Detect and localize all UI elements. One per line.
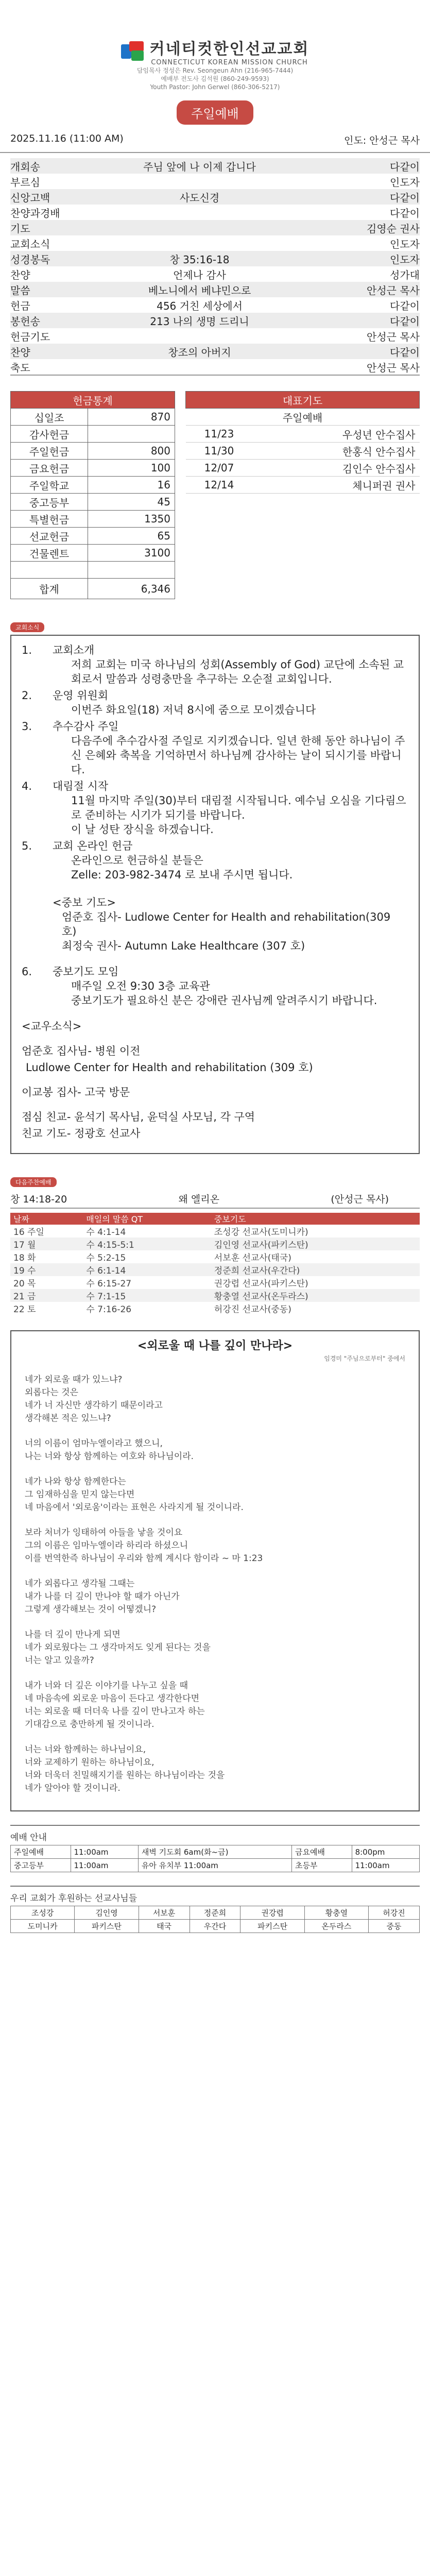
offering-value: 3100 [88,545,175,562]
qt-prayer: 권강렵 선교사(파키스탄) [214,1279,308,1289]
poem-stanza [25,1680,405,1731]
offering-total-row [11,579,175,599]
order-row [10,266,420,282]
order-row [10,282,420,297]
offering-total-label: 합계 [11,579,88,599]
poem-stanza [25,1437,405,1463]
notice-line: 온라인으로 헌금하실 분들은 [71,854,203,867]
order-row [10,174,420,189]
prayer-table [185,391,420,494]
poem-line: 그 임재하심을 믿지 않는다면 [25,1489,135,1500]
notice-line: 매주일 오전 9:30 3층 교육관 [71,980,210,992]
missionary-cell: 파키스탄 [75,1920,139,1933]
poem-line: 네가 너 자신만 생각하기 때문이라고 [25,1400,163,1411]
qt-header-prayer: 중보기도 [211,1213,420,1225]
poem-line: 내가 너와 더 깊은 이야기를 나누고 싶을 때 [25,1681,188,1691]
offering-label: 특별헌금 [11,511,88,528]
prayer-date: 11/23 [186,426,253,443]
order-person: 인도자 [390,176,420,189]
poem-line: 외롭다는 것은 [25,1387,78,1398]
order-item: 말씀 [10,284,30,297]
address-line-3: Youth Pastor: John Gerwel (860-306-5217) [150,83,280,91]
notice-item [22,719,408,777]
poem-line: 네 마음에서 '외로움'이라는 표현은 사라지게 될 것이니라. [25,1502,244,1513]
member-news-line: 점심 친교- 윤석기 목사님, 윤덕실 사모님, 각 구역 [22,1111,255,1123]
notice-number: 4. [22,780,32,792]
worship-cell: 금요예배 [292,1845,352,1859]
order-content: 주님 앞에 나 이제 갑니다 [143,160,256,173]
notice-line: 11월 마지막 주일(30)부터 대림절 시작됩니다. 예수님 오심을 기다림으로 준비하는 시기가 되기를 바랍니다. [71,794,406,821]
order-item: 신앙고백 [10,191,50,204]
notice-number: 5. [22,840,32,852]
offering-label: 주일학교 [11,477,88,494]
church-name: 커네티컷한인선교교회 [149,40,309,58]
notice-number: 3. [22,720,32,733]
poem-line: 네가 외로웠다는 그 생각마저도 잊게 된다는 것을 [25,1642,211,1653]
order-person: 다같이 [390,160,420,173]
qt-prayer: 황충열 선교사(온두라스) [211,1289,420,1302]
order-item: 개회송 [10,160,40,173]
poem-line: 내가 나를 더 깊이 만나야 할 때가 아닌가 [25,1591,180,1602]
missionary-cell: 태국 [139,1920,190,1933]
order-person: 인도자 [390,253,420,266]
notice-title: 추수감사 주일 [53,720,119,733]
logo-row [0,36,430,66]
member-news-line: 이교봉 집사- 고국 방문 [22,1086,130,1098]
qt-verse: 수 7:1-15 [83,1289,211,1302]
worship-cell: 11:00am [71,1859,138,1872]
notice-title: 운영 위원회 [53,689,109,702]
address-line-2: 예배부 전도사 김석원 (860-249-9593) [161,75,269,82]
poem-line: 나는 너와 항상 함께하는 여호와 하나님이라. [25,1451,194,1462]
order-row [10,344,420,359]
missionary-cell: 황충열 [304,1906,368,1920]
church-header [0,0,430,125]
offering-row [11,409,175,426]
poem-line: 기대감으로 충만하게 될 것이니라. [25,1719,154,1730]
order-row [10,251,420,266]
qt-verse: 수 7:16-26 [86,1304,132,1315]
worship-row [11,1845,420,1859]
poem-line: 그렇게 생각해보는 것이 어떻겠니? [25,1604,157,1615]
order-content: 언제나 감사 [173,268,226,281]
prayer-row [186,426,420,443]
next-week-preacher: (안성근 목사) [331,1194,389,1205]
notice-number: 2. [22,689,32,702]
order-person: 안성근 목사 [367,361,420,374]
order-content: 사도신경 [179,191,220,204]
address-line-1: 담임목사 정성은 Rev. Seongeun Ahn (216-965-7444) [136,67,294,74]
poem-stanza [25,1476,405,1514]
poem-line: 너는 알고 있을까? [25,1655,94,1666]
missionary-row [11,1906,420,1920]
worship-cell: 유아 유치부 11:00am [138,1859,291,1872]
poem-line: 보라 처녀가 잉태하여 아들을 낳을 것이요 [25,1528,183,1538]
missionary-cell: 권강렵 [240,1906,304,1920]
service-date: 2025.11.16 (11:00 AM) [10,133,124,144]
missionary-cell: 온두라스 [304,1920,368,1933]
poem-line: 너는 외로울 때 더더욱 나를 깊이 만나고자 하는 [25,1706,205,1717]
qt-date: 16 주일 [13,1227,44,1238]
member-news [22,1019,408,1141]
qt-row [10,1238,420,1250]
offering-label: 건물렌트 [11,545,88,562]
order-content: 베노니에서 베냐민으로 [148,284,251,297]
offering-label: 금요헌금 [11,460,88,477]
missionaries-table [10,1906,420,1933]
order-row [10,158,420,174]
missionary-cell: 파키스탄 [240,1920,304,1933]
qt-verse: 수 6:1-14 [83,1263,211,1276]
offering-header: 헌금통계 [11,392,175,409]
offering-value [88,562,175,579]
notice-item [22,964,408,1008]
worship-cell: 11:00am [352,1859,419,1872]
notice-item [22,839,408,882]
member-news-line: Ludlowe Center for Health and rehabilitation (309 호) [26,1061,313,1074]
notice-item [22,779,408,837]
notice-line: 저희 교회는 미국 하나님의 성회(Assembly of God) 교단에 소속된 교회로서 말씀과 성령충만을 추구하는 오순절 교회입니다. [71,658,404,685]
order-person: 다같이 [390,346,420,359]
notice-body [53,839,408,882]
order-row [10,313,420,328]
qt-date: 17 월 [10,1238,83,1250]
worship-cell: 11:00am [71,1845,138,1859]
offering-label: 주일헌금 [11,443,88,460]
notice-title: 중보기도 모임 [53,965,119,978]
poem-line: 네가 나와 항상 함께한다는 [25,1477,126,1487]
order-content: 213 나의 생명 드리니 [150,315,249,328]
worship-schedule-table [10,1845,420,1872]
next-week-title: 왜 엘리온 [178,1194,219,1205]
order-item: 교회소식 [10,238,50,250]
qt-verse: 수 5:2-15 [86,1253,126,1263]
devotional-poem [10,1330,420,1811]
notice-line: 이번주 화요일(18) 저녁 8시에 줌으로 모이겠습니다 [71,704,316,716]
poem-title: <외로울 때 나를 깊이 만나라> [137,1340,293,1352]
worship-row [11,1859,420,1872]
offering-row [11,511,175,528]
worship-schedule-label: 예배 안내 [10,1825,420,1843]
order-person: 다같이 [390,299,420,312]
qt-table [10,1213,420,1315]
order-content: 456 거친 세상에서 [157,299,243,312]
poem-line: 너와 교제하기 원하는 하나님이요, [25,1757,154,1768]
next-week-tag: 다음주찬예배 [10,1177,57,1187]
notice-title: 교회소개 [53,644,95,656]
notice-line: Zelle: 203-982-3474 로 보내 주시면 됩니다. [71,869,293,881]
intercession-line: 엄준호 집사- Ludlowe Center for Health and rehabilitation(309 호) [62,911,391,938]
offering-value: 100 [88,460,175,477]
qt-row [10,1225,420,1238]
stats-section [0,376,430,599]
order-person: 성가대 [390,268,420,281]
order-person: 안성근 목사 [367,330,420,343]
poem-line: 너는 너와 함께하는 하나님이요, [25,1744,146,1755]
notice-item [22,643,408,686]
worship-cell: 주일예배 [11,1845,71,1859]
notice-line: 이 날 성탄 장식을 하겠습니다. [71,823,214,836]
order-row [10,359,420,375]
prayer-name: 한홍식 안수집사 [253,443,420,460]
qt-date: 22 토 [13,1304,36,1315]
order-of-service [0,153,430,375]
poem-stanza [25,1743,405,1795]
prayer-date: 12/07 [186,460,253,477]
missionaries-label: 우리 교회가 후원하는 선교사님들 [10,1886,420,1904]
order-content: 창조의 아버지 [168,346,231,359]
poem-stanza [25,1578,405,1616]
missionary-cell: 서보훈 [139,1906,190,1920]
missionary-cell: 조성강 [11,1906,75,1920]
order-person: 인도자 [390,238,420,250]
worship-cell: 8:00pm [352,1845,419,1859]
member-news-line: 엄준호 집사님- 병원 이전 [22,1045,141,1057]
notice-number: 1. [22,644,32,656]
next-week-verse: 창 14:18-20 [10,1194,67,1205]
member-news-title: <교우소식> [22,1020,82,1032]
order-person: 안성근 목사 [367,284,420,297]
offering-label: 감사헌금 [11,426,88,443]
order-row [10,205,420,220]
order-item: 기도 [10,222,30,235]
qt-date: 19 수 [10,1263,83,1276]
qt-header-verse: 매일의 말씀 QT [83,1213,211,1225]
offering-value [88,426,175,443]
offering-label: 선교헌금 [11,528,88,545]
poem-stanza [25,1629,405,1667]
order-item: 축도 [10,361,30,374]
offering-row [11,460,175,477]
order-row [10,220,420,235]
missionary-cell: 정준희 [190,1906,240,1920]
offering-row [11,562,175,579]
missionary-cell: 중동 [369,1920,420,1933]
offering-label [11,562,88,579]
offering-row [11,426,175,443]
offering-row [11,443,175,460]
prayer-row [186,460,420,477]
qt-date: 20 목 [13,1279,36,1289]
notice-line: 중보기도가 필요하신 분은 강애란 권사님께 알려주시기 바랍니다. [71,994,377,1007]
notice-number: 6. [22,965,32,978]
order-content: 창 35:16-18 [169,253,230,266]
qt-prayer: 서보훈 선교사(태국) [214,1253,291,1263]
worship-cell: 중고등부 [11,1859,71,1872]
offering-table [10,391,175,599]
offering-value: 45 [88,494,175,511]
qt-row [10,1250,420,1263]
order-person: 다같이 [390,191,420,204]
order-item: 봉헌송 [10,315,40,328]
notice-title: 교회 온라인 헌금 [53,840,133,852]
qt-row [10,1263,420,1276]
church-logo-icon [121,41,145,62]
service-info [0,125,430,153]
notice-body [53,643,408,686]
order-row [10,328,420,344]
offering-total-value: 6,346 [88,579,175,599]
member-news-line: 친교 기도- 정광호 선교사 [22,1127,141,1140]
prayer-first: 주일예배 [186,409,420,426]
missionary-cell: 김인영 [75,1906,139,1920]
worship-cell: 초등부 [292,1859,352,1872]
poem-line: 이를 번역한즉 하나님이 우리와 함께 계시다 함이라 ~ 마 1:23 [25,1553,263,1564]
sunday-service-button[interactable]: 주일예배 [177,100,253,125]
order-item: 헌금 [10,299,30,312]
prayer-date: 11/30 [186,443,253,460]
notice-line: 다음주에 추수감사절 주일로 지키겠습니다. 일년 한해 동안 하나님이 주신 은혜와 축복을 기억하면서 하나님께 감사하는 날이 되시기를 바랍니다. [71,735,405,776]
prayer-name: 김인수 안수집사 [253,460,420,477]
offering-row [11,477,175,494]
order-item: 부르심 [10,176,40,189]
notice-body [53,719,408,777]
intercession-line: 최정숙 권사- Autumn Lake Healthcare (307 호) [62,940,305,952]
offering-value: 870 [88,409,175,426]
prayer-name: 체니퍼권 권사 [253,477,420,494]
order-person: 다같이 [390,207,420,219]
offering-label: 중고등부 [11,494,88,511]
church-english-name: CONNECTICUT KOREAN MISSION CHURCH [151,59,308,66]
poem-line: 생각해본 적은 있느냐? [25,1413,111,1423]
next-week-sermon [10,1190,420,1209]
poem-line: 그의 이름은 임마누엘이라 하리라 하셨으니 [25,1540,188,1551]
qt-prayer: 조성강 선교사(도미니카) [214,1227,308,1238]
missionary-cell: 허강진 [369,1906,420,1920]
order-row [10,297,420,313]
notice-body [53,688,408,717]
qt-date: 21 금 [10,1289,83,1302]
order-item: 찬양 [10,268,30,281]
order-row [10,189,420,205]
offering-value: 16 [88,477,175,494]
offering-label: 십일조 [11,409,88,426]
prayer-header: 대표기도 [186,392,420,409]
prayer-name: 우성년 안수집사 [253,426,420,443]
notice-body [53,779,408,837]
intercession-title: <중보 기도> [53,896,116,909]
order-item: 찬양 [10,346,30,359]
order-person: 다같이 [390,315,420,328]
service-leader: 인도: 안성근 목사 [344,135,420,146]
poem-line: 너의 이름이 엄마누엘이라고 했으니, [25,1438,163,1449]
order-row [10,235,420,251]
prayer-date: 12/14 [186,477,253,494]
qt-row [10,1302,420,1315]
missionary-cell: 우간다 [190,1920,240,1933]
offering-row [11,494,175,511]
poem-line: 네 마음속에 외로운 마음이 든다고 생각한다면 [25,1693,200,1704]
poem-line: 네가 외롭다고 생각될 그때는 [25,1579,135,1589]
prayer-row [186,477,420,494]
prayer-row [186,443,420,460]
order-item: 찬양과경배 [10,207,60,219]
offering-value: 800 [88,443,175,460]
qt-prayer: 정준희 선교사(우간다) [211,1263,420,1276]
order-person: 김영순 권사 [367,222,420,235]
poem-stanza [25,1374,405,1425]
qt-row [10,1276,420,1289]
poem-line: 네가 알아야 할 것이니라. [25,1783,121,1793]
intercession-block [22,895,408,953]
qt-verse: 수 4:15-5:1 [83,1238,211,1250]
qt-verse: 수 6:15-27 [86,1279,132,1289]
offering-value: 65 [88,528,175,545]
worship-cell: 새벽 기도회 6am(화~금) [138,1845,291,1859]
church-notices [10,635,420,1154]
order-item: 헌금기도 [10,330,50,343]
qt-header-date: 날짜 [10,1213,83,1225]
qt-prayer: 허강진 선교사(중동) [214,1304,291,1315]
qt-prayer: 김인영 선교사(파키스탄) [211,1238,420,1250]
qt-row [10,1289,420,1302]
offering-row [11,528,175,545]
order-item: 성경봉독 [10,253,50,266]
missionary-row [11,1920,420,1933]
poem-stanza [25,1527,405,1565]
notice-title: 대림절 시작 [53,780,109,792]
notice-item [22,688,408,717]
poem-line: 네가 외로울 때가 있느냐? [25,1375,123,1385]
offering-value: 1350 [88,511,175,528]
poem-source: 임경미 "주님으로부터" 중에서 [324,1355,405,1362]
poem-line: 너와 더욱더 친밀해지기를 원하는 하나님이라는 것을 [25,1770,225,1781]
poem-line: 나를 더 깊이 만나게 되면 [25,1630,121,1640]
missionary-cell: 도미니카 [11,1920,75,1933]
qt-verse: 수 4:1-14 [86,1227,126,1238]
notices-tag: 교회소식 [10,622,44,632]
offering-row [11,545,175,562]
qt-date: 18 화 [13,1253,36,1263]
